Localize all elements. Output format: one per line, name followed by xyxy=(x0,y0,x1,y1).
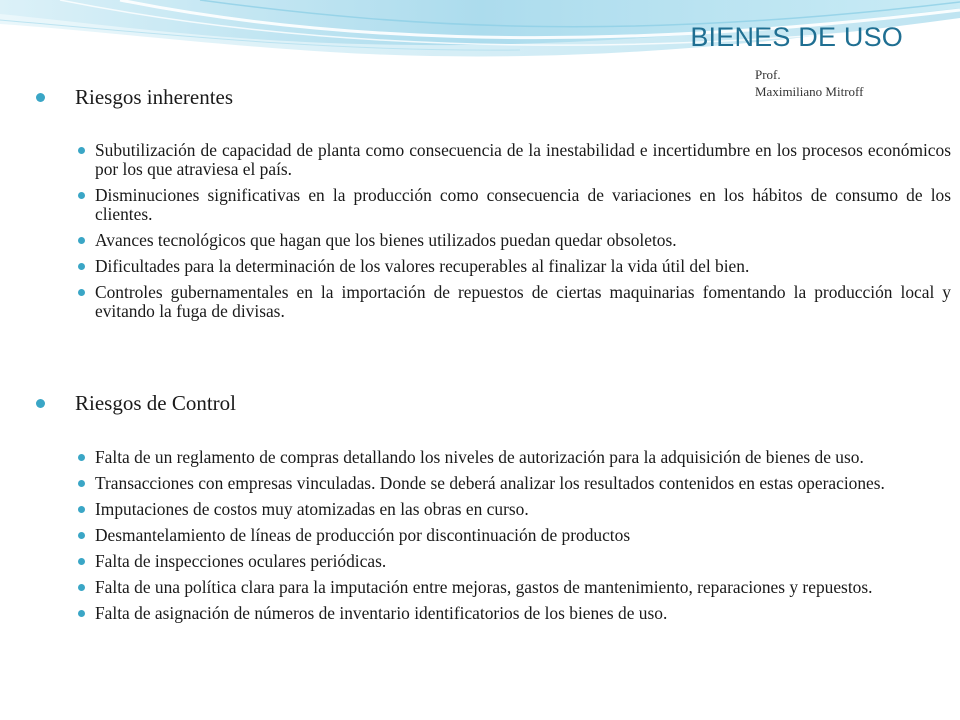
bullet-icon xyxy=(78,532,85,539)
bullet-icon xyxy=(78,480,85,487)
list-item-text: Controles gubernamentales en la importación de repuestos de ciertas maquinarias fomentando la producción local y evitando la fuga de divisas. xyxy=(95,282,951,321)
bullet-icon xyxy=(78,584,85,591)
bullet-icon xyxy=(78,558,85,565)
list-item xyxy=(95,448,951,467)
list-item-text: Subutilización de capacidad de planta como consecuencia de la inestabilidad e incertidumbre en los procesos económicos por los que atraviesa el país. xyxy=(95,140,951,179)
section-bullet-icon xyxy=(36,399,45,408)
list-item xyxy=(95,257,951,276)
list-item xyxy=(95,552,951,571)
section-heading: Riesgos de Control xyxy=(75,391,236,415)
section-heading: Riesgos inherentes xyxy=(75,85,234,109)
list-item-text: Transacciones con empresas vinculadas. Donde se deberá analizar los resultados contenidos en estas operaciones. xyxy=(95,473,885,493)
author-name: Maximiliano Mitroff xyxy=(755,84,864,99)
bullet-list xyxy=(95,448,951,630)
list-item-text: Imputaciones de costos muy atomizadas en las obras en curso. xyxy=(95,499,529,519)
bullet-icon xyxy=(78,289,85,296)
list-item xyxy=(95,283,951,321)
list-item-text: Falta de una política clara para la imputación entre mejoras, gastos de mantenimiento, reparaciones y repuestos. xyxy=(95,577,873,597)
list-item-text: Falta de asignación de números de inventario identificatorios de los bienes de uso. xyxy=(95,603,668,623)
list-item xyxy=(95,604,951,623)
list-item xyxy=(95,578,951,597)
list-item-text: Dificultades para la determinación de los valores recuperables al finalizar la vida útil del bien. xyxy=(95,256,750,276)
author-prefix: Prof. xyxy=(755,67,781,82)
list-item-text: Falta de un reglamento de compras detallando los niveles de autorización para la adquisición de bienes de uso. xyxy=(95,447,864,467)
section-bullet-icon xyxy=(36,93,45,102)
list-item xyxy=(95,141,951,179)
bullet-icon xyxy=(78,506,85,513)
bullet-icon xyxy=(78,610,85,617)
list-item-text: Disminuciones significativas en la producción como consecuencia de variaciones en los hábitos de consumo de los clientes. xyxy=(95,185,951,224)
list-item xyxy=(95,231,951,250)
bullet-list xyxy=(95,141,951,328)
list-item xyxy=(95,526,951,545)
list-item xyxy=(95,186,951,224)
bullet-icon xyxy=(78,237,85,244)
list-item-text: Avances tecnológicos que hagan que los bienes utilizados puedan quedar obsoletos. xyxy=(95,230,677,250)
list-item-text: Falta de inspecciones oculares periódicas. xyxy=(95,551,387,571)
list-item xyxy=(95,474,951,493)
list-item-text: Desmantelamiento de líneas de producción por discontinuación de productos xyxy=(95,525,631,545)
bullet-icon xyxy=(78,263,85,270)
bullet-icon xyxy=(78,147,85,154)
bullet-icon xyxy=(78,192,85,199)
slide-title: BIENES DE USO xyxy=(690,22,903,52)
list-item xyxy=(95,500,951,519)
author-block xyxy=(755,66,863,100)
bullet-icon xyxy=(78,454,85,461)
